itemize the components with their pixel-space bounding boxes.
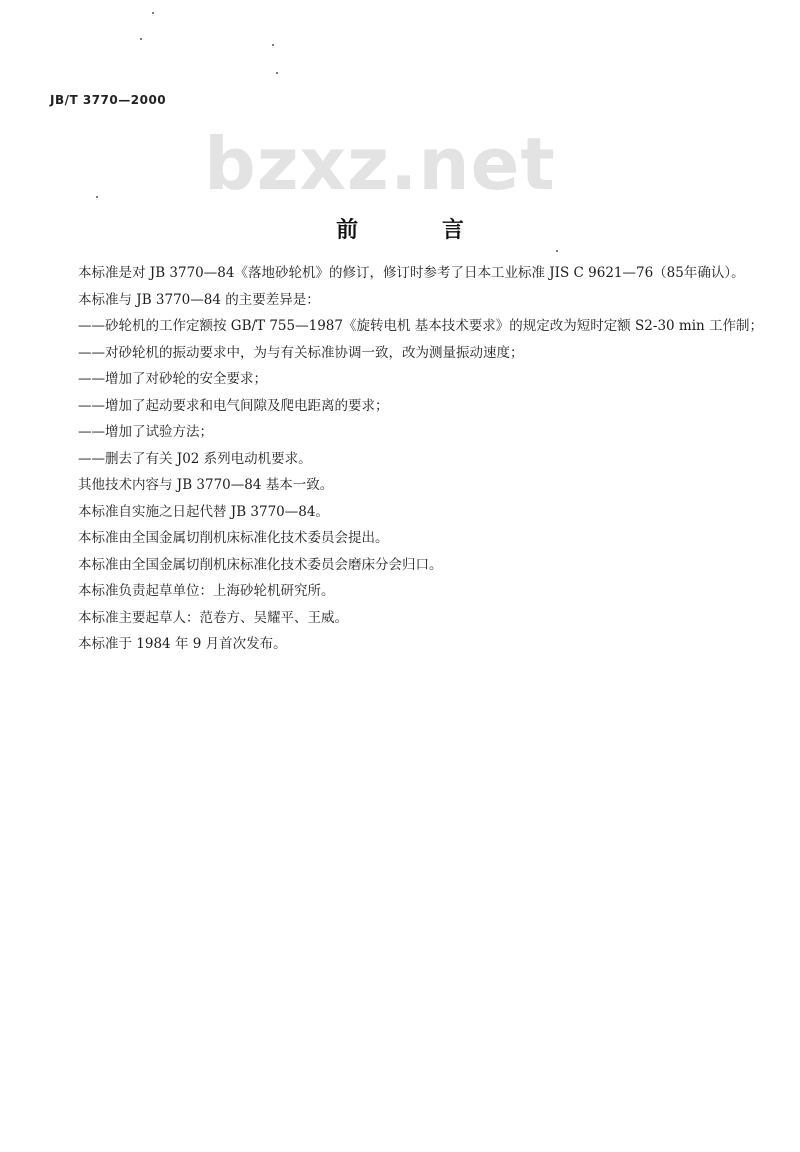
list-item: ——增加了起动要求和电气间隙及爬电距离的要求； (78, 397, 389, 414)
paragraph-differences: 本标准与 JB 3770—84 的主要差异是： (78, 291, 320, 308)
paragraph-managed-by: 本标准由全国金属切削机床标准化技术委员会磨床分会归口。 (78, 556, 443, 573)
scan-speck (556, 250, 558, 252)
paragraph-first-issue: 本标准于 1984 年 9 月首次发布。 (78, 636, 287, 652)
list-item: ——砂轮机的工作定额按 GB/T 755—1987《旋转电机 基本技术要求》的规定改为短时定额 S2-30 min 工作制； (78, 318, 764, 334)
list-item: ——增加了对砂轮的安全要求； (78, 371, 267, 387)
list-item: ——增加了试验方法； (78, 424, 213, 440)
paragraph-proposed-by: 本标准由全国金属切削机床标准化技术委员会提出。 (78, 530, 389, 546)
paragraph-other-content: 其他技术内容与 JB 3770—84 基本一致。 (78, 477, 334, 493)
standard-code: JB/T 3770—2000 (50, 93, 167, 107)
paragraph-drafters: 本标准主要起草人：范卷方、吴耀平、王威。 (78, 609, 348, 626)
list-item: ——对砂轮机的振动要求中，为与有关标准协调一致，改为测量振动速度； (78, 344, 524, 361)
watermark: bzxz.net (204, 122, 556, 206)
paragraph-drafting-unit: 本标准负责起草单位：上海砂轮机研究所。 (78, 583, 335, 599)
page-title: 前 言 (336, 217, 502, 243)
scan-speck (96, 196, 98, 198)
scan-speck (272, 44, 274, 46)
paragraph-intro: 本标准是对 JB 3770—84《落地砂轮机》的修订，修订时参考了日本工业标准 JIS C 9621—76（85年确认）。 (78, 265, 745, 281)
document-body (50, 260, 780, 658)
scan-speck (152, 12, 154, 14)
list-item: ——删去了有关 J02 系列电动机要求。 (78, 450, 312, 467)
scan-speck (140, 38, 142, 40)
scan-speck (276, 72, 278, 74)
paragraph-replaces: 本标准自实施之日起代替 JB 3770—84。 (78, 503, 329, 520)
